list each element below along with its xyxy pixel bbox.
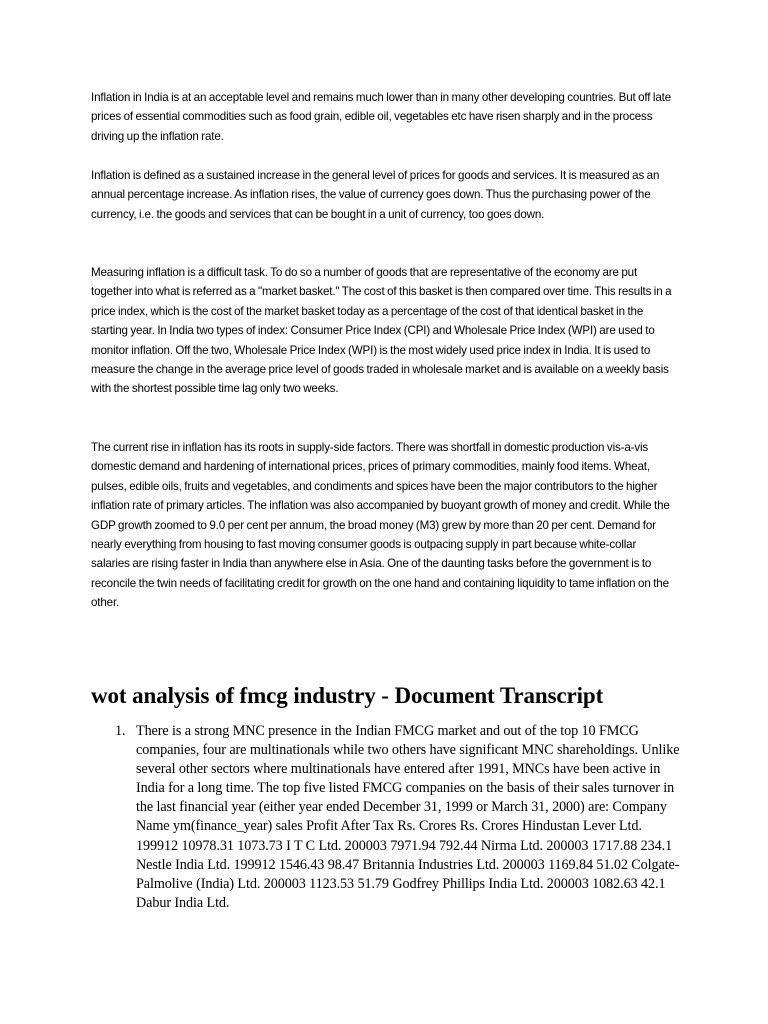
section-heading: wot analysis of fmcg industry - Document Transcript <box>91 683 604 708</box>
paragraph-measuring-inflation: Measuring inflation is a difficult task. To do so a number of goods that are representative of the economy are put together into what is referred as a "market basket." The cost of this basket is then compared over time. This results in a price index, which is the cost of the market basket today as a percentage of the cost of that identical basket in the starting year. In India two types of index: Consumer Price Index (CPI) and Wholesale Price Index (WPI) are used to monitor inflation. Off the two, Wholesale Price Index (WPI) is the most widely used price index in India. It is used to measure the change in the average price level of goods traded in wholesale market and is available on a weekly basis with the shortest possible time lag only two weeks. <box>91 266 672 396</box>
paragraph-inflation-level: Inflation in India is at an acceptable level and remains much lower than in many other developing countries. But off late prices of essential commodities such as food grain, edible oil, vegetables etc have risen sharply and in the process driving up the inflation rate. <box>91 91 672 143</box>
list-item-text: There is a strong MNC presence in the Indian FMCG market and out of the top 10 FMCG companies, four are multinationals while two others have significant MNC shareholdings. Unlike several other sectors where multinationals have entered after 1991, MNCs have been active in India for a long time. The top five listed FMCG companies on the basis of their sales turnover in the last financial year (either year ended December 31, 1999 or March 31, 2000) are: Company Name ym(finance_year) sales Profit After Tax Rs. Crores Rs. Crores Hindustan Lever Ltd. 199912 10978.31 1073.73 I T C Ltd. 200003 7971.94 792.44 Nirma Ltd. 200003 1717.88 234.1 Nestle India Ltd. 199912 1546.43 98.47 Britannia Industries Ltd. 200003 1169.84 51.02 Colgate-Palmolive (India) Ltd. 200003 1123.53 51.79 Godfrey Phillips India Ltd. 200003 1082.63 42.1 Dabur India Ltd. <box>136 723 680 911</box>
list-item-number: 1. <box>115 723 126 739</box>
list-item <box>115 722 685 913</box>
transcript-list <box>115 722 685 913</box>
paragraph-inflation-definition: Inflation is defined as a sustained increase in the general level of prices for goods and services. It is measured as an annual percentage increase. As inflation rises, the value of currency goes down. Thus the purchasing power of the currency, i.e. the goods and services that can be bought in a unit of currency, too goes down. <box>91 169 660 221</box>
paragraph-current-rise: The current rise in inflation has its roots in supply-side factors. There was shortfall in domestic production vis-a-vis domestic demand and hardening of international prices, prices of primary commodities, mainly food items. Wheat, pulses, edible oils, fruits and vegetables, and condiments and spices have been the major contributors to the higher inflation rate of primary articles. The inflation was also accompanied by buoyant growth of money and credit. While the GDP growth zoomed to 9.0 per cent per annum, the broad money (M3) grew by more than 20 per cent. Demand for nearly everything from housing to fast moving consumer goods is outpacing supply in part because white-collar salaries are rising faster in India than anywhere else in Asia. One of the daunting tasks before the government is to reconcile the twin needs of facilitating credit for growth on the one hand and containing liquidity to tame inflation on the other. <box>91 441 670 610</box>
